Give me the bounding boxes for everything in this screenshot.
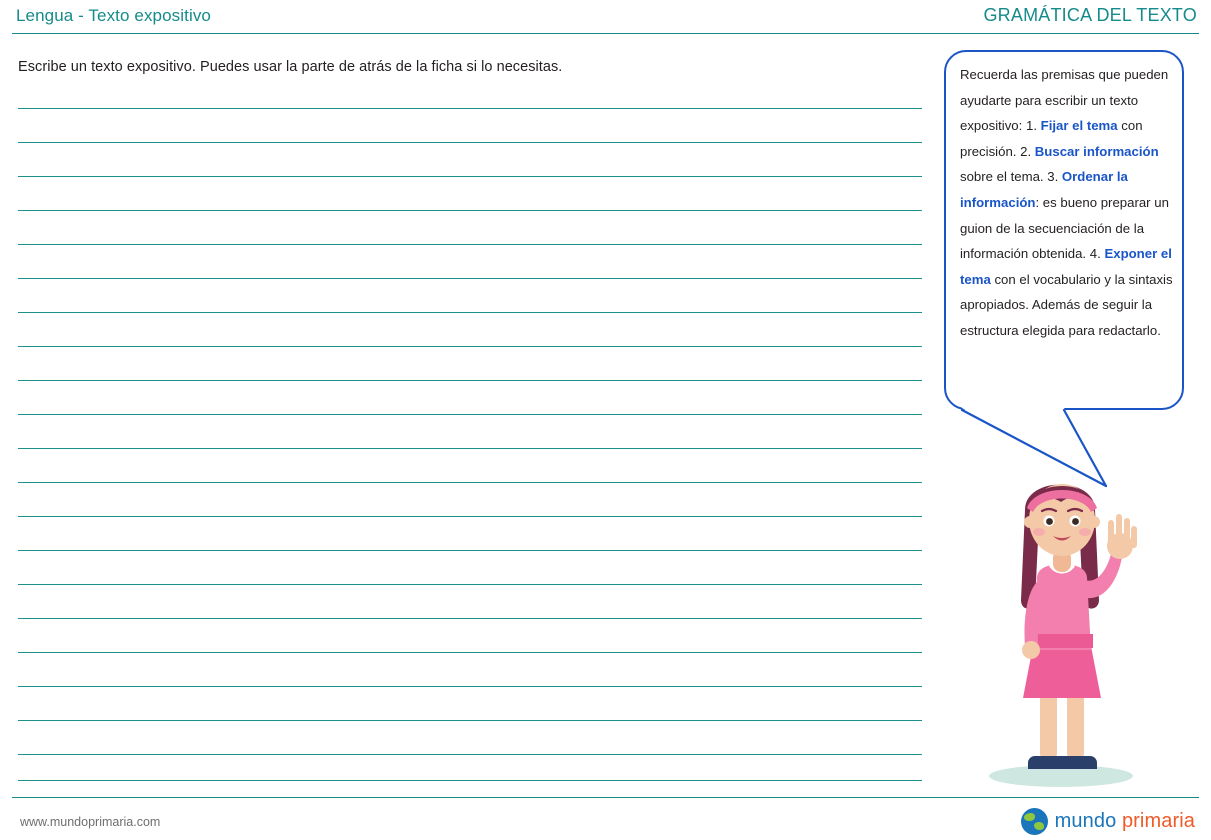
- hint-item-text: : es bueno preparar un guion de la secuenciación de la información obtenida.: [960, 194, 1169, 262]
- writing-line[interactable]: [18, 652, 922, 653]
- exercise-instruction: Escribe un texto expositivo. Puedes usar la parte de atrás de la ficha si lo necesitas.: [18, 59, 563, 75]
- writing-line[interactable]: [18, 142, 922, 143]
- girl-waving-illustration: [975, 450, 1165, 790]
- writing-line[interactable]: [18, 482, 922, 483]
- writing-line[interactable]: [18, 380, 922, 381]
- hint-item-keyword: Buscar información: [1034, 143, 1159, 159]
- writing-lines-area[interactable]: [18, 108, 922, 780]
- writing-line[interactable]: [18, 516, 922, 517]
- brand-logo-mundo-primaria: [1021, 806, 1195, 836]
- hint-item-keyword: Exponer el tema: [960, 246, 1172, 287]
- brand-name-part1: mundo: [1054, 809, 1122, 832]
- brand-name: [1055, 810, 1195, 833]
- globe-icon: [1021, 808, 1048, 835]
- writing-line[interactable]: [18, 312, 922, 313]
- writing-line[interactable]: [18, 686, 922, 687]
- hint-item-text: sobre el tema.: [960, 169, 1048, 185]
- brand-name-part2: primaria: [1121, 809, 1195, 832]
- hint-text: Recuerda las premisas que pueden ayudarte para escribir un texto expositivo: 1. Fijar el tema con precisión. 2. Buscar información sobre el tema. 3. Ordenar la información: es bueno preparar un guion de la secuenciación de la información obtenida. 4. Exponer el tema con el vocabulario y la sintaxis apropiados. Además de seguir la estructura elegida para redactarlo.: [960, 67, 1173, 338]
- footer-website-url[interactable]: www.mundoprimaria.com: [20, 815, 161, 829]
- writing-line[interactable]: [18, 176, 922, 177]
- hint-item-number: 4.: [1089, 246, 1105, 262]
- writing-line[interactable]: [18, 780, 922, 781]
- hint-item-number: 1.: [1025, 118, 1041, 134]
- writing-line[interactable]: [18, 346, 922, 347]
- hint-item-keyword: Fijar el tema: [1040, 118, 1118, 134]
- header-section-title: GRAMÁTICA DEL TEXTO: [983, 5, 1197, 25]
- hint-item-number: 2.: [1020, 143, 1035, 159]
- writing-line[interactable]: [18, 754, 922, 755]
- footer-divider: [12, 797, 1199, 798]
- writing-line[interactable]: [18, 618, 922, 619]
- writing-line[interactable]: [18, 108, 922, 109]
- header-subject-title: Lengua - Texto expositivo: [16, 6, 211, 25]
- hint-item-number: 3.: [1047, 169, 1062, 185]
- writing-line[interactable]: [18, 584, 922, 585]
- writing-line[interactable]: [18, 210, 922, 211]
- hint-item-text: con precisión.: [960, 118, 1143, 159]
- writing-line[interactable]: [18, 448, 922, 449]
- writing-line[interactable]: [18, 720, 922, 721]
- hint-speech-bubble: [944, 50, 1184, 410]
- page-header: [0, 0, 1211, 34]
- writing-line[interactable]: [18, 414, 922, 415]
- hint-item-text: con el vocabulario y la sintaxis apropiados. Además de seguir la estructura elegida para redactarlo.: [960, 271, 1173, 338]
- writing-line[interactable]: [18, 550, 922, 551]
- header-divider: [12, 33, 1199, 34]
- writing-line[interactable]: [18, 244, 922, 245]
- writing-line[interactable]: [18, 278, 922, 279]
- hint-item-keyword: Ordenar la información: [960, 169, 1128, 210]
